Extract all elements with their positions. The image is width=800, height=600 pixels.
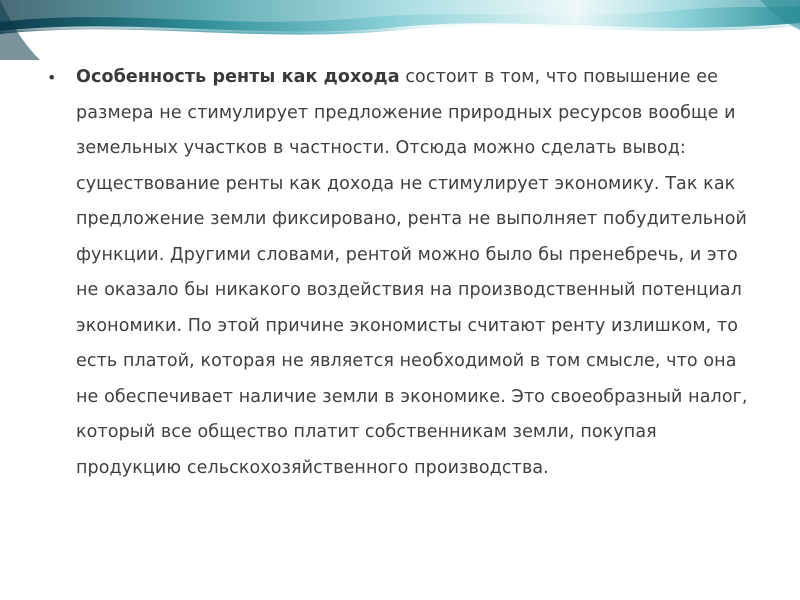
bullet-item bbox=[47, 60, 767, 486]
paragraph-text: состоит в том, что повышение ее размера не стимулирует предложение природных ресурсов вообще и земельных участков в частности. Отсюда можно сделать вывод: существование ренты как дохода не стимулирует экономику. Так как предложение земли фиксировано, рента не выполняет побудительной функции. Другими словами, рентой можно было бы пренебречь, и это не оказало бы никакого воздействия на производственный потенциал экономики. По этой причине экономисты считают ренту излишком, то есть платой, которая не является необходимой в том смысле, что она не обеспечивает наличие земли в экономике. Это своеобразный налог, который все общество платит собственникам земли, покупая продукцию сельскохозяйственного производства. bbox=[76, 67, 748, 478]
wave-decoration bbox=[0, 0, 800, 60]
lead-phrase: Особенность ренты как дохода bbox=[76, 67, 400, 87]
slide-content bbox=[47, 60, 767, 486]
body-paragraph bbox=[76, 60, 761, 486]
bullet-icon: • bbox=[47, 68, 57, 87]
header-banner bbox=[0, 0, 800, 60]
